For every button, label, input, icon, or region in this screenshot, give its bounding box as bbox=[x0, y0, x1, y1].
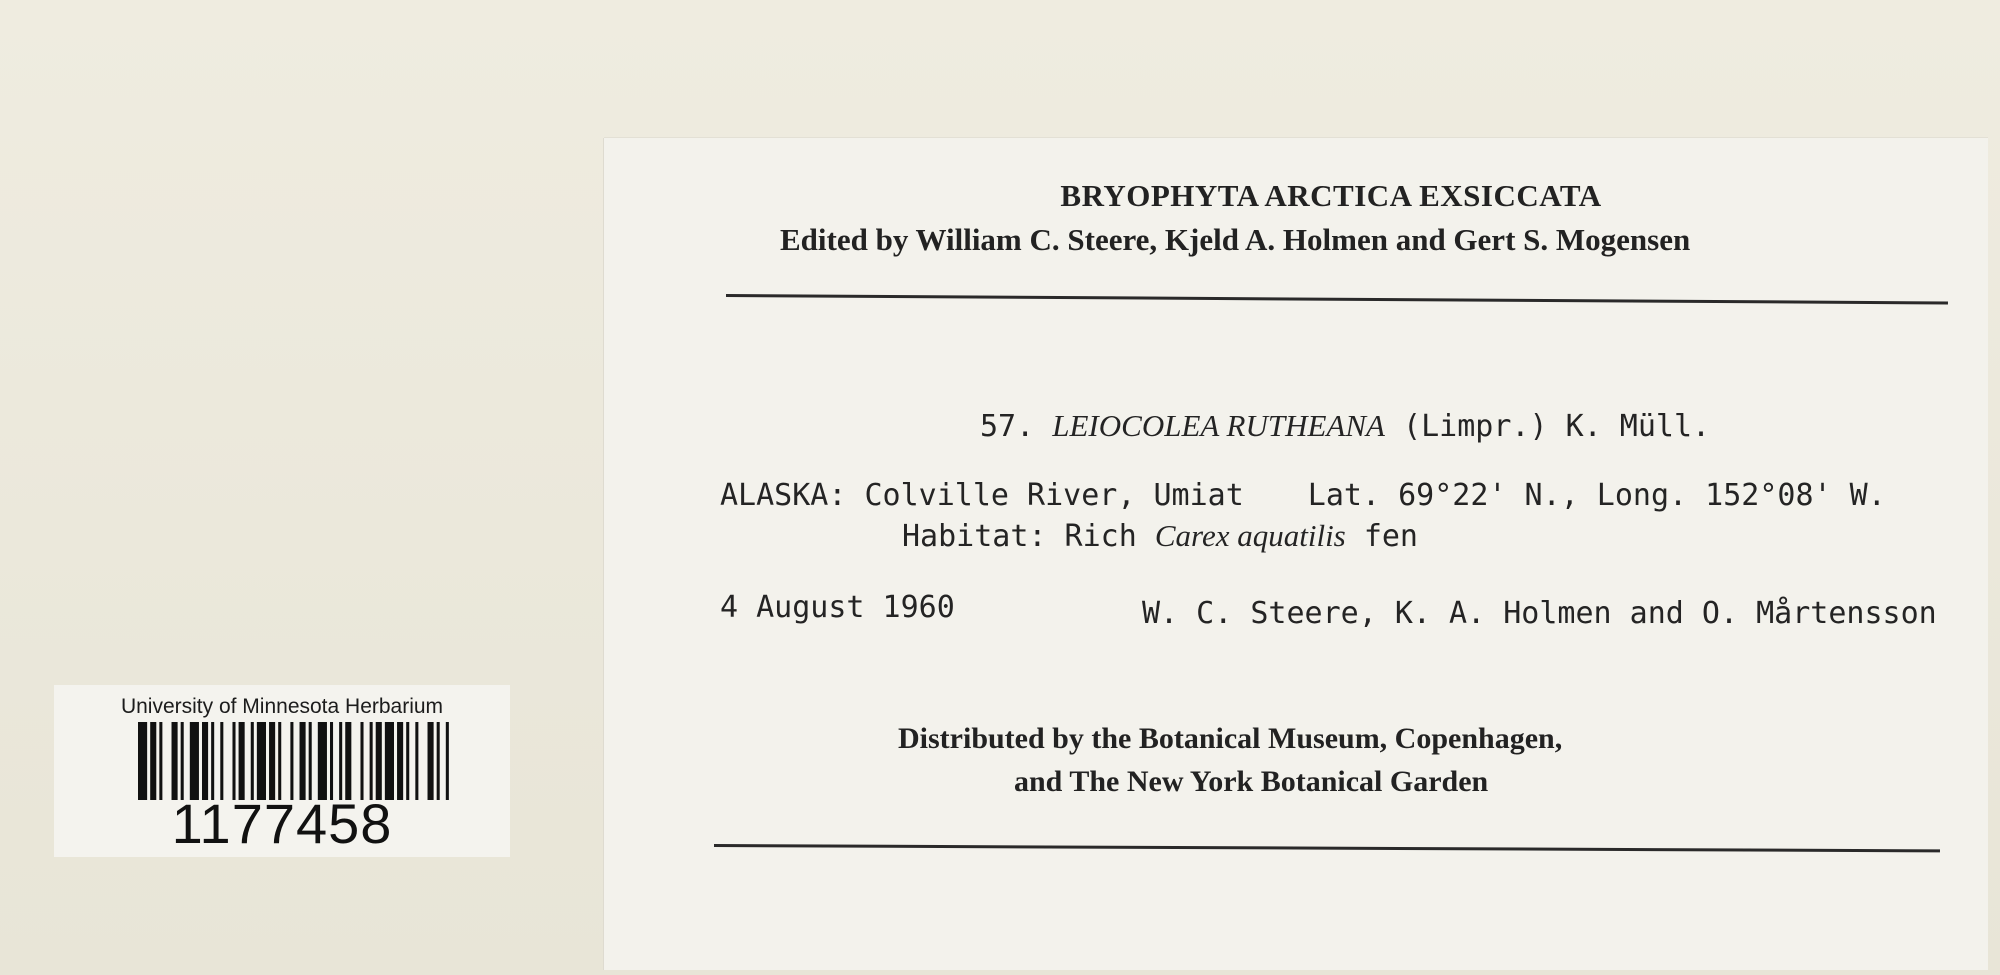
coordinates: Lat. 69°22' N., Long. 152°08' W. bbox=[1307, 478, 1886, 513]
collection-date: 4 August 1960 bbox=[720, 590, 955, 625]
catalog-number: 1177458 bbox=[171, 792, 393, 855]
barcode-icon bbox=[138, 722, 458, 800]
specimen-label bbox=[604, 138, 1988, 970]
bottom-divider bbox=[714, 844, 1940, 852]
editors-line: Edited by William C. Steere, Kjeld A. Holmen and Gert S. Mogensen bbox=[780, 222, 1691, 257]
habitat-line bbox=[902, 518, 1418, 554]
specimen-number: 57. bbox=[980, 409, 1035, 444]
barcode-label bbox=[54, 685, 510, 857]
series-title: BRYOPHYTA ARCTICA EXSICCATA bbox=[1060, 178, 1602, 213]
taxon-name: LEIOCOLEA RUTHEANA bbox=[1052, 408, 1385, 443]
locality-line bbox=[720, 478, 1886, 513]
herbarium-name: University of Minnesota Herbarium bbox=[120, 695, 444, 718]
top-divider bbox=[726, 294, 1948, 304]
locality: ALASKA: Colville River, Umiat bbox=[720, 478, 1244, 513]
habitat-prefix: Habitat: Rich bbox=[902, 519, 1137, 554]
species-line bbox=[980, 408, 1710, 444]
distributor-line-1: Distributed by the Botanical Museum, Copenhagen, bbox=[898, 722, 1563, 755]
collectors: W. C. Steere, K. A. Holmen and O. Mårtensson bbox=[1142, 596, 1937, 631]
distributor-line-2: and The New York Botanical Garden bbox=[1014, 765, 1489, 798]
habitat-suffix: fen bbox=[1363, 519, 1418, 554]
taxon-authority: (Limpr.) K. Müll. bbox=[1403, 409, 1711, 444]
habitat-species: Carex aquatilis bbox=[1154, 518, 1346, 553]
